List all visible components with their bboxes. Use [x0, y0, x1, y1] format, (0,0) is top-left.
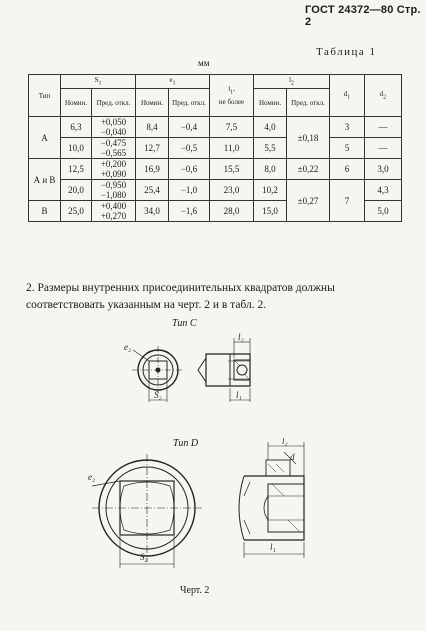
cell-e-nom: 25,4	[136, 180, 169, 201]
fig-d-d-label: d	[290, 452, 295, 462]
col-e-tol: Пред. откл.	[169, 89, 210, 117]
table-row	[29, 117, 402, 138]
cell-s-nom: 25,0	[61, 201, 92, 222]
cell-d1: 6	[330, 159, 365, 180]
cell-l1: 11,0	[210, 138, 254, 159]
fig-d-s2-label: S₂	[140, 552, 148, 562]
col-s-tol: Пред. откл.	[92, 89, 136, 117]
cell-e-nom: 16,9	[136, 159, 169, 180]
table-header-row-1	[29, 75, 402, 89]
col-s1: $S_1$	[61, 75, 136, 89]
units-label: мм	[198, 58, 210, 68]
cell-d2: 4,3	[365, 180, 402, 201]
cell-l2-nom: 10,2	[254, 180, 287, 201]
fig-c-l2-label: l₂	[238, 332, 244, 342]
col-l2: $l_2$	[254, 75, 330, 89]
cell-d2: 5,0	[365, 201, 402, 222]
cell-l1: 15,5	[210, 159, 254, 180]
cell-e-nom: 8,4	[136, 117, 169, 138]
cell-l2-nom: 8,0	[254, 159, 287, 180]
fig-c-label: Тип С	[172, 318, 197, 329]
cell-s-tol: +0,400 +0,270	[92, 201, 136, 222]
cell-d2: —	[365, 117, 402, 138]
cell-s-nom: 20,0	[61, 180, 92, 201]
cell-s-nom: 12,5	[61, 159, 92, 180]
fig-d-drawing	[84, 438, 334, 578]
cell-e-tol: −1,6	[169, 201, 210, 222]
paragraph-2	[26, 280, 406, 314]
cell-l2-nom: 4,0	[254, 117, 287, 138]
cell-d1: 7	[330, 180, 365, 222]
fig-c-s2-label: S₂	[154, 390, 162, 400]
fig-c-l1-label: l₁	[236, 390, 242, 400]
fig-c-drawing	[110, 330, 280, 410]
fig-c-e2-label: e₂	[124, 342, 132, 352]
col-d2: $d_2$	[365, 75, 402, 117]
dimensions-table	[28, 74, 402, 222]
cell-l1: 7,5	[210, 117, 254, 138]
col-l2-nom: Номин.	[254, 89, 287, 117]
page-header: ГОСТ 24372—80 Стр. 2	[305, 4, 421, 28]
cell-d1: 3	[330, 117, 365, 138]
cell-s-tol: −0,950 −1,080	[92, 180, 136, 201]
table-row	[29, 180, 402, 201]
cell-e-tol: −1,0	[169, 180, 210, 201]
col-d1: $d_1$	[330, 75, 365, 117]
col-e1: $e_1$	[136, 75, 210, 89]
cell-l2-tol: ±0,27	[287, 180, 330, 222]
cell-s-tol: +0,200 +0,090	[92, 159, 136, 180]
cell-s-tol: −0,475 −0,565	[92, 138, 136, 159]
cell-e-tol: −0,4	[169, 117, 210, 138]
cell-e-nom: 12,7	[136, 138, 169, 159]
cell-s-nom: 6,3	[61, 117, 92, 138]
col-type: Тип	[29, 75, 61, 117]
paragraph-line-1: 2. Размеры внутренних присоединительных квадратов должны	[26, 282, 335, 294]
cell-l2-nom: 15,0	[254, 201, 287, 222]
col-l1: $l_1$, не более	[210, 75, 254, 117]
cell-l1: 23,0	[210, 180, 254, 201]
cell-d1: 5	[330, 138, 365, 159]
col-e-nom: Номин.	[136, 89, 169, 117]
fig-d-e2-label: e₂	[88, 472, 96, 482]
cell-type: А и В	[29, 159, 61, 201]
fig-d-l1-label: l₁	[270, 542, 276, 552]
cell-s-tol: +0,050 −0,040	[92, 117, 136, 138]
cell-type: А	[29, 117, 61, 159]
cell-d2: 3,0	[365, 159, 402, 180]
paragraph-line-2: соответствовать указанным на черт. 2 и в табл. 2.	[26, 299, 267, 311]
cell-s-nom: 10,0	[61, 138, 92, 159]
cell-l2-nom: 5,5	[254, 138, 287, 159]
table-title: Таблица 1	[316, 46, 377, 58]
fig-d-label: Тип D	[173, 438, 199, 449]
figure-caption: Черт. 2	[180, 585, 210, 596]
cell-d2: —	[365, 138, 402, 159]
col-s-nom: Номин.	[61, 89, 92, 117]
cell-e-tol: −0,6	[169, 159, 210, 180]
cell-l2-tol: ±0,18	[287, 117, 330, 159]
col-l2-tol: Пред. откл.	[287, 89, 330, 117]
fig-d-l2-label: l₂	[282, 438, 288, 446]
table-row	[29, 138, 402, 159]
table-row	[29, 159, 402, 180]
cell-type: В	[29, 201, 61, 222]
cell-e-tol: −0,5	[169, 138, 210, 159]
cell-l2-tol: ±0,22	[287, 159, 330, 180]
cell-l1: 28,0	[210, 201, 254, 222]
cell-e-nom: 34,0	[136, 201, 169, 222]
